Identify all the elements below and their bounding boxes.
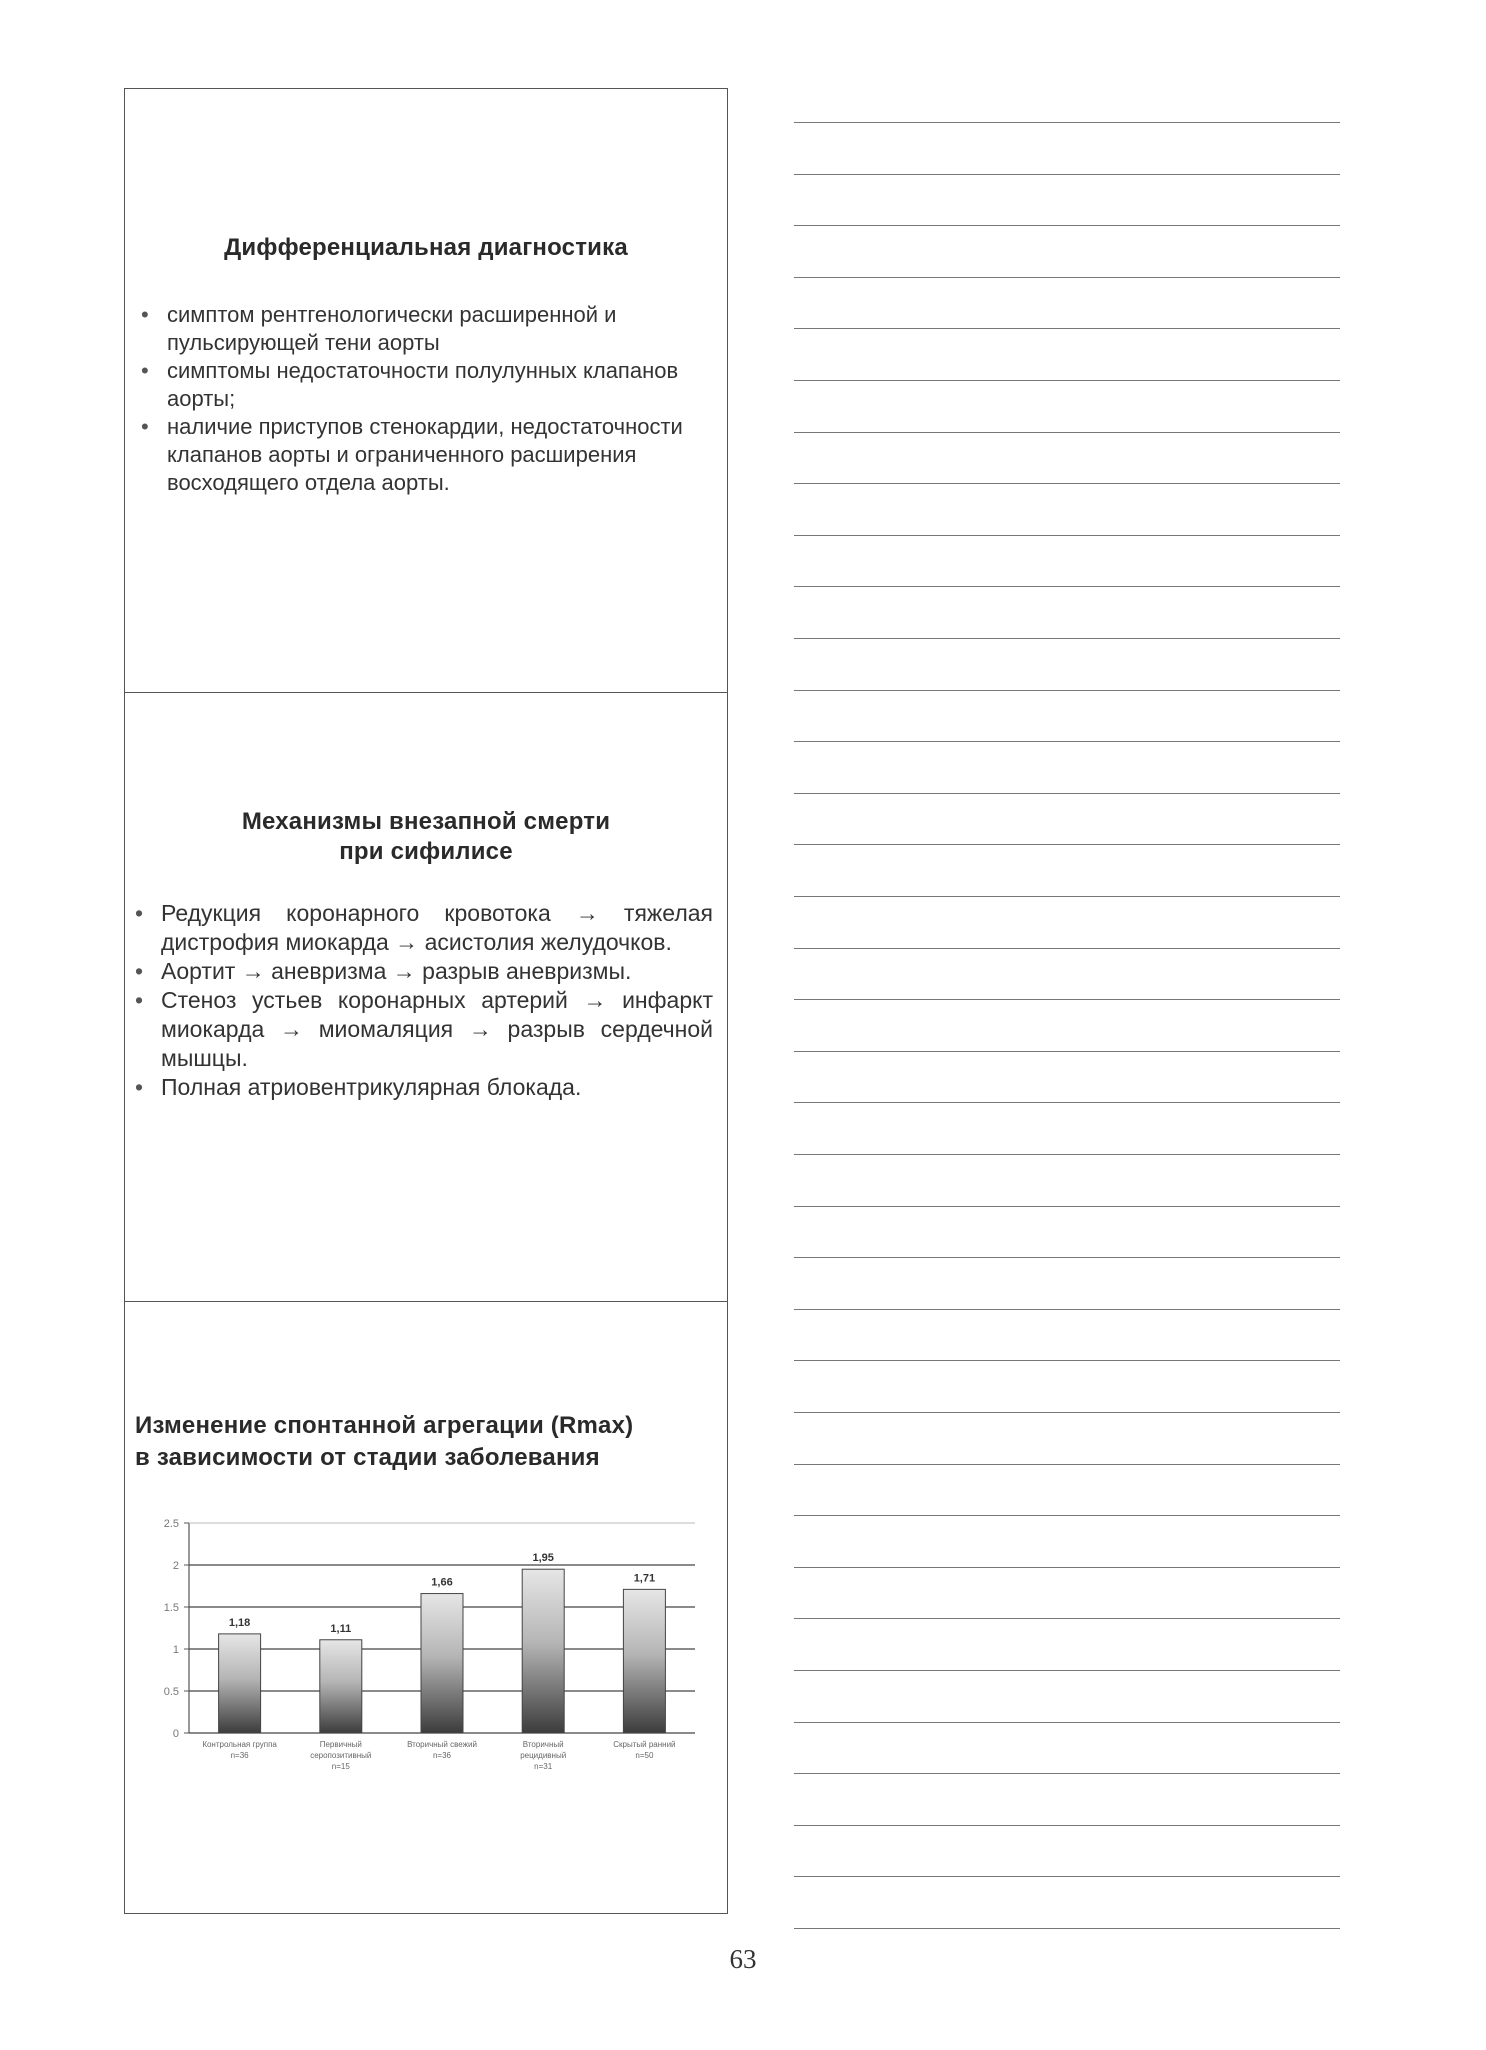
x-tick-label: n=15 (331, 1762, 350, 1771)
x-tick-label: рецидивный (520, 1751, 567, 1760)
bullet-item: • Стеноз устьев коронарных артерий → инфаркт миокарда → миомаляция → разрыв сердечной мышцы. (125, 986, 713, 1073)
bar-value-label: 1,66 (431, 1576, 453, 1589)
y-tick-label: 1 (172, 1644, 179, 1656)
notes-line (794, 1722, 1340, 1723)
notes-line (794, 793, 1340, 794)
notes-line (794, 586, 1340, 587)
x-tick-label: серопозитивный (310, 1751, 372, 1760)
y-tick-label: 0 (172, 1728, 179, 1740)
slide-title (135, 1410, 721, 1474)
notes-line (794, 1464, 1340, 1465)
bar (421, 1594, 463, 1733)
notes-line (794, 1412, 1340, 1413)
slide-sudden-death-mechanisms (125, 692, 727, 1301)
bar (522, 1569, 564, 1733)
page-number: 63 (729, 1944, 757, 1974)
bullet-item: • Аортит → аневризма → разрыв аневризмы. (125, 957, 713, 986)
notes-line (794, 1928, 1340, 1929)
notes-line (794, 1102, 1340, 1103)
notes-line (794, 1825, 1340, 1826)
x-tick-label: n=36 (432, 1751, 452, 1760)
notes-line (794, 1154, 1340, 1155)
bullet-item: • Полная атриовентрикулярная блокада. (125, 1073, 713, 1102)
notes-line (794, 638, 1340, 639)
x-tick-label: Контрольная группа (202, 1740, 277, 1749)
slide-title (125, 807, 727, 867)
slide-title-line: Механизмы внезапной смерти (241, 808, 611, 835)
aggregation-bar-chart (139, 1505, 709, 1785)
notes-line (794, 535, 1340, 536)
slide-aggregation-chart (125, 1301, 727, 1915)
bullet-list (131, 301, 713, 497)
notes-line (794, 277, 1340, 278)
x-tick-label: Вторичный свежий (407, 1740, 477, 1749)
bar-value-label: 1,71 (633, 1572, 656, 1585)
slide-title: Дифференциальная диагностика (224, 234, 628, 261)
notes-line (794, 1257, 1340, 1258)
notes-line (794, 380, 1340, 381)
notes-line (794, 844, 1340, 845)
y-tick-label: 1.5 (163, 1602, 179, 1614)
bar-value-label: 1,18 (228, 1616, 251, 1629)
bullet-item: • наличие приступов стенокардии, недостаточности клапанов аорты и ограниченного расширения восходящего отдела аорты. (131, 413, 713, 497)
x-tick-label: n=50 (635, 1751, 654, 1760)
notes-line (794, 328, 1340, 329)
notes-line (794, 1670, 1340, 1671)
x-tick-label: Вторичный (522, 1740, 564, 1749)
bar (623, 1589, 665, 1733)
notes-line (794, 1360, 1340, 1361)
slide-title-line: при сифилисе (339, 838, 513, 865)
notes-line (794, 1206, 1340, 1207)
slide-title-line: в зависимости от стадии заболевания (135, 1444, 600, 1471)
bullet-item: • Редукция коронарного кровотока → тяжелая дистрофия миокарда → асистолия желудочков. (125, 899, 713, 957)
notes-line (794, 948, 1340, 949)
y-tick-label: 2.5 (163, 1518, 179, 1530)
notes-line (794, 690, 1340, 691)
notes-line (794, 432, 1340, 433)
bar (219, 1634, 261, 1733)
notes-line (794, 1876, 1340, 1877)
notes-line (794, 741, 1340, 742)
x-tick-label: n=31 (534, 1762, 553, 1771)
slide-title-line: Изменение спонтанной агрегации (Rmax) (135, 1412, 634, 1439)
x-tick-label: Скрытый ранний (613, 1740, 676, 1749)
y-tick-label: 0.5 (163, 1686, 179, 1698)
notes-line (794, 1515, 1340, 1516)
bullet-item: • симптом рентгенологически расширенной и пульсирующей тени аорты (131, 301, 713, 357)
notes-line (794, 174, 1340, 175)
slides-column (124, 88, 728, 1914)
x-tick-label: n=36 (230, 1751, 249, 1760)
notes-line (794, 1309, 1340, 1310)
notes-line (794, 1618, 1340, 1619)
bar-value-label: 1,11 (330, 1622, 352, 1635)
notes-line (794, 999, 1340, 1000)
bullet-item: • симптомы недостаточности полулунных клапанов аорты; (131, 357, 713, 413)
slide-differential-diagnosis (125, 89, 727, 692)
notes-line (794, 122, 1340, 123)
notes-line (794, 225, 1340, 226)
notes-line (794, 1773, 1340, 1774)
notes-line (794, 483, 1340, 484)
notes-line (794, 1567, 1340, 1568)
y-tick-label: 2 (172, 1560, 179, 1572)
notes-line (794, 896, 1340, 897)
x-tick-label: Первичный (319, 1740, 362, 1749)
bar (320, 1640, 362, 1733)
bar-value-label: 1,95 (532, 1552, 554, 1565)
notes-line (794, 1051, 1340, 1052)
bullet-list (125, 899, 713, 1102)
